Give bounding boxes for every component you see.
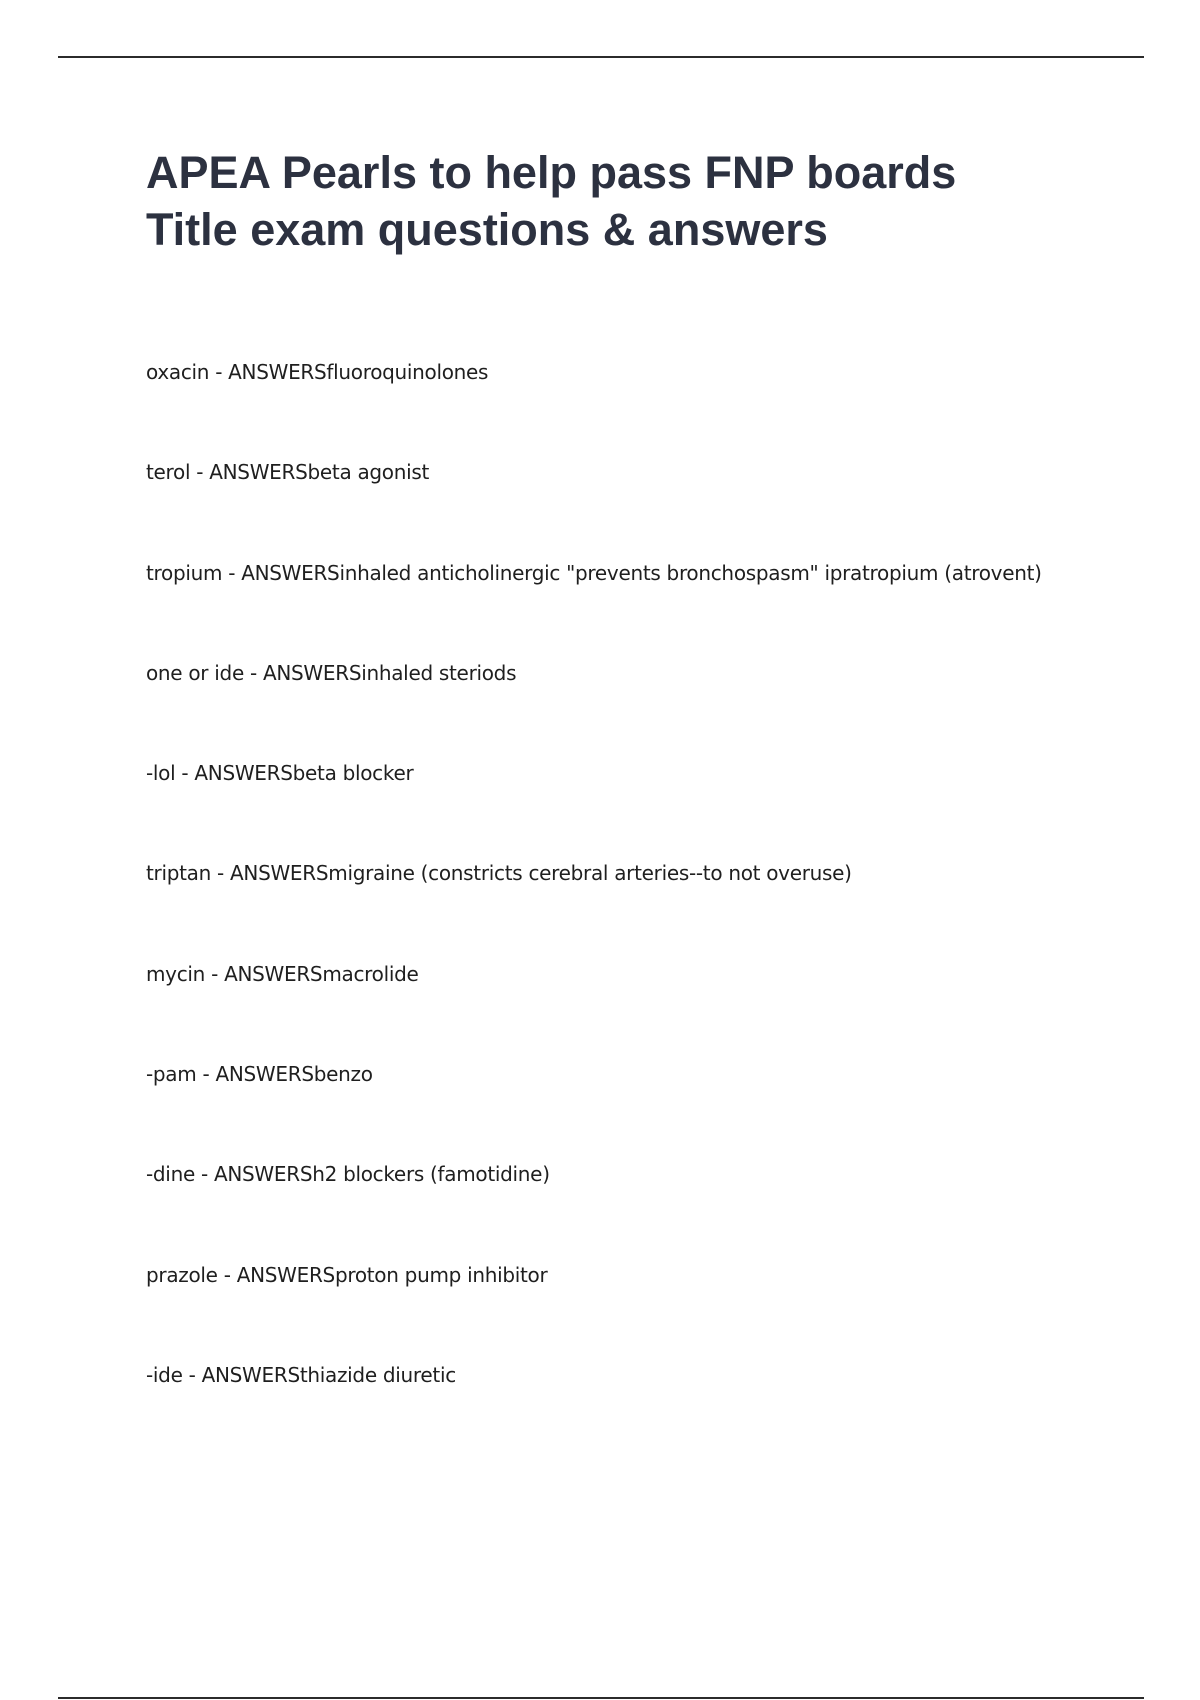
document-title: [146, 144, 1126, 258]
qa-item: oxacin - ANSWERSfluoroquinolones: [146, 360, 489, 384]
qa-item: -dine - ANSWERSh2 blockers (famotidine): [146, 1162, 550, 1187]
qa-item: one or ide - ANSWERSinhaled steriods: [146, 660, 517, 685]
bottom-divider: [58, 1697, 1144, 1699]
title-line-1: APEA Pearls to help pass FNP boards: [146, 147, 957, 198]
qa-item: -pam - ANSWERSbenzo: [146, 1062, 373, 1087]
qa-item: -ide - ANSWERSthiazide diuretic: [146, 1362, 456, 1387]
qa-item: terol - ANSWERSbeta agonist: [146, 460, 430, 485]
title-line-2: Title exam questions & answers: [146, 204, 828, 255]
qa-item: prazole - ANSWERSproton pump inhibitor: [146, 1262, 548, 1287]
qa-item: -lol - ANSWERSbeta blocker: [146, 761, 414, 786]
qa-list: [146, 357, 1042, 1460]
top-divider: [58, 56, 1144, 58]
qa-item: tropium - ANSWERSinhaled anticholinergic "prevents bronchospasm" ipratropium (atrovent): [146, 560, 1042, 585]
qa-item: triptan - ANSWERSmigraine (constricts cerebral arteries--to not overuse): [146, 861, 852, 886]
qa-item: mycin - ANSWERSmacrolide: [146, 961, 419, 986]
